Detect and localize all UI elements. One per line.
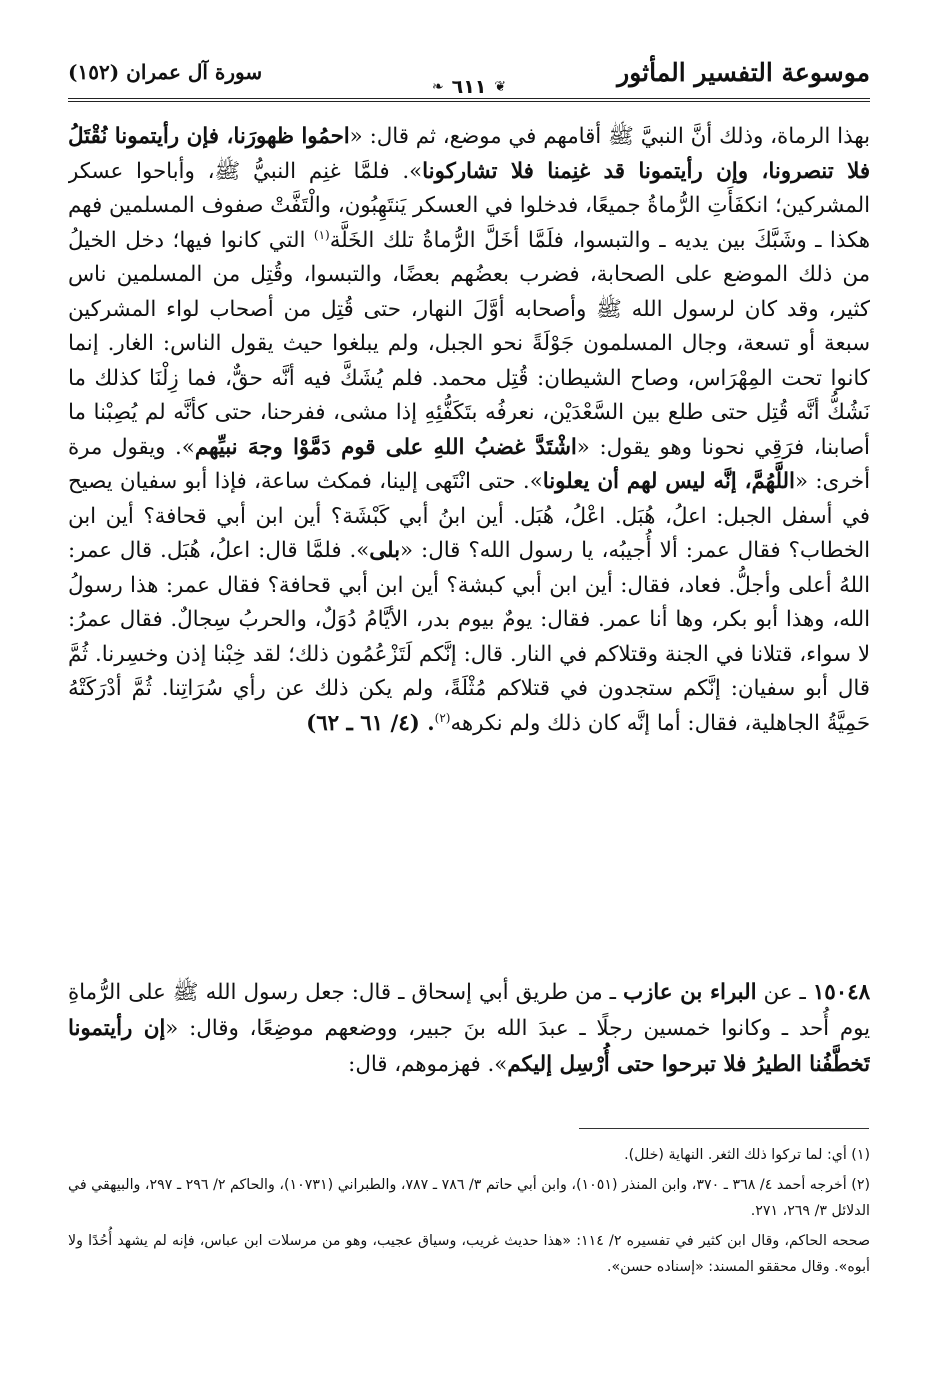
book-title: موسوعة التفسير المأثور	[617, 58, 870, 87]
text-run: ». فلمَّا غنِم النبيُّ ﷺ، وأباحوا عسكر المشركين؛ انكفَأَتِ الرُّماةُ جميعًا، فدخلوا في العسكر يَنتَهِبُون، والْتَفَّتْ صفوف المسلمين فهم هكذا ـ وشَبَّكَ بين يديه ـ والتبسوا، فلَمَّا أخَلَّ الرُّماةُ تلك الخَلَّة	[68, 158, 870, 253]
footnote-ref: (١)	[313, 227, 330, 242]
footnote: صححه الحاكم، وقال ابن كثير في تفسيره ٢/ ١١٤: «هذا حديث غريب، وسياق عجيب، وهو من مرسلات ابن عباس، فإنه لم يشهد أُحُدًا ولا أبوه». وقال محققو المسند: «إسناده حسن».	[68, 1233, 870, 1275]
text-run: ـ عن	[756, 980, 813, 1005]
hadith-number: ١٥٠٤٨	[812, 980, 870, 1005]
hadith-quote: إن رأيتمونا تَخطَّفُنا الطيرُ فلا تبرحوا حتى أُرْسِل إليكم	[68, 1016, 870, 1077]
footnote: (٢) أخرجه أحمد ٤/ ٣٦٨ ـ ٣٧٠، وابن المنذر (١٠٥١)، وابن أبي حاتم ٣/ ٧٨٦ ـ ٧٨٧، والطبراني (١٠٧٣١)، والحاكم ٢/ ٢٩٦ ـ ٢٩٧، والبيهقي في الدلائل ٣/ ٢٦٩، ٢٧١.	[68, 1177, 870, 1219]
hadith-quote: اشْتَدَّ غضبُ اللهِ على قوم دَمَّوْا وجهَ نبيِّهم	[194, 434, 577, 460]
text-run: ». فلمَّا قال: اعلُ، هُبَل. قال عمر: اللهُ أعلى وأجلُّ. فعاد، فقال: أين ابن أبي كبشة؟ أين ابن أبي قحافة؟ فقال عمر: هذا رسولُ الله، وهذا أبو بكر، وها أنا عمر. فقال: يومٌ بيوم بدر، الأيَّامُ دُوَلٌ، والحربُ سِجالٌ. فقال عمرُ: لا سواء، قتلانا في الجنة وقتلاكم في النار. قال: إنَّكم لَتَزْعُمُون ذلك؛ لقد خِبْنا إذن وخسِرنا. ثُمَّ قال أبو سفيان: إنَّكم ستجدون في قتلاكم مُثْلَةً، ولم يكن ذلك عن رأي سُرَاتِنا. ثُمَّ أدْرَكَتْهُ حَمِيَّةُ الجاهلية، فقال: أما إنَّه كان ذلك ولم نكرهه	[68, 538, 870, 736]
hadith-quote: بلى	[369, 538, 401, 563]
ornament-icon: ❦	[494, 79, 507, 95]
footnote-divider	[579, 1128, 869, 1129]
footnote-ref: (٢)	[434, 710, 451, 725]
text-run: بهذا الرماة، وذلك أنَّ النبيَّ ﷺ أقامهم في موضع، ثم قال: «	[349, 124, 870, 149]
page-number-group	[432, 76, 506, 98]
header-rule	[68, 98, 870, 99]
header-rule	[68, 101, 870, 102]
text-run: ». فهزموهم، قال:	[348, 1052, 508, 1077]
page-number: ٦١١	[451, 76, 487, 98]
volume-reference: . (٤/ ٦١ ـ ٦٢)	[306, 710, 435, 736]
footnote: (١) أي: لما تركوا ذلك الثغر. النهاية (خلل).	[624, 1147, 870, 1163]
text-run: ». ويقول مرة أخرى: «	[68, 434, 870, 494]
main-text	[68, 120, 870, 950]
hadith-entry	[68, 975, 870, 1087]
ornament-icon: ❧	[431, 79, 444, 95]
text-run: ». حتى انْتَهى إلينا، فمكث ساعة، فإذا أبو سفيان يصيح في أسفل الجبل: اعلُ، هُبَل. اعْلُ، هُبَل. أين ابنُ أبي كَبْشَة؟ أين ابن أبي قحافة؟ أين ابن الخطاب؟ فقال عمر: ألا أُجيبُه، يا رسول الله؟ قال: «	[68, 469, 870, 563]
hadith-quote: اللَّهُمَّ، إنَّه ليس لهم أن يعلونا	[542, 469, 795, 494]
page-header	[68, 52, 870, 104]
footnotes	[68, 1142, 870, 1312]
hadith-quote: احمُوا ظهورَنا، فإن رأيتمونا نُقْتَلُ فلا تنصرونا، وإن رأيتمونا قد غنِمنا فلا تشاركونا	[68, 124, 870, 184]
narrator-name: البراء بن عازب	[622, 980, 757, 1005]
surah-title: سورة آل عمران (١٥٢)	[68, 60, 263, 84]
text-run: ـ من طريق أبي إسحاق ـ قال: جعل رسول الله ﷺ على الرُّماةِ يوم أُحد ـ وكانوا خمسين رجلًا ـ عبدَ الله بنَ جبير، ووضعهم موضِعًا، وقال: «	[68, 980, 870, 1041]
text-run: التي كانوا فيها؛ دخل الخيلُ من ذلك الموضع على الصحابة، فضرب بعضُهم بعضًا، والتبسوا، وقُتِل من المسلمين ناس كثير، وقد كان لرسول الله ﷺ وأصحابه أوَّلَ النهار، حتى قُتِل من أصحاب لواء المشركين سبعة أو تسعة، وجال المسلمون جَوْلَةً نحو الجبل، ولم يبلغوا حيث يقول الناس: الغار. إنما كانوا تحت المِهْرَاس، وصاح الشيطان: قُتِل محمد. فلم يُشَكَّ فيه أنَّه حقٌّ، فما زِلْنَا كذلك ما نَشُكُّ أنَّه قُتِل حتى طلع بين السَّعْدَيْن، نعرفُه بتَكَفُّئِهِ إذا مشى، ففرحنا، حتى كأنَّه لم يُصِبْنا ما أصابنا، فرَقِي نحونا وهو يقول: «	[68, 227, 870, 460]
